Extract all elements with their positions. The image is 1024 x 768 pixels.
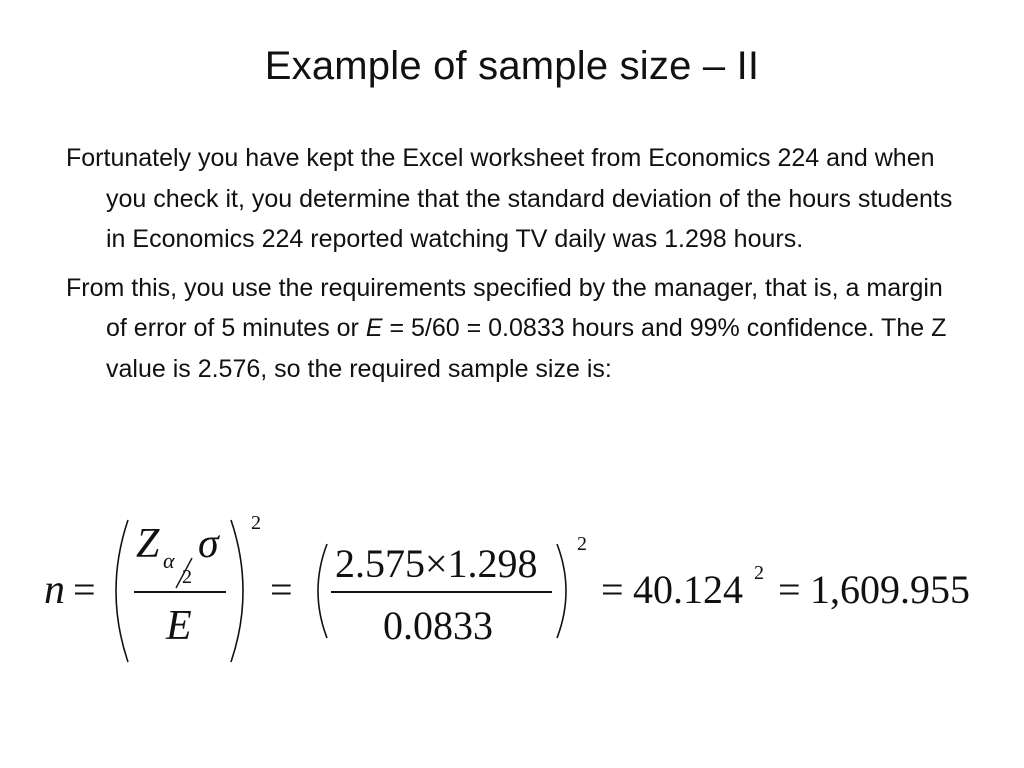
formula-e: E [166, 603, 192, 649]
paragraph-1: Fortunately you have kept the Excel worksheet from Economics 224 and when you check it, you determine that the standard deviation of the hours students in Economics 224 reported watching TV daily was 1.298 hours. [66, 144, 953, 253]
formula-z: Z [136, 521, 160, 567]
formula-fraction-bar-1 [134, 591, 226, 593]
formula-result-2: 1,609.955 [810, 567, 970, 612]
formula-alpha: α [163, 548, 175, 573]
formula-equals-2: = [270, 567, 293, 612]
formula-n: n [44, 567, 65, 613]
formula-exponent-2: 2 [577, 533, 587, 555]
paragraph-2-text-a: From this, you use the requirements specified by the manager, that is, a margin of error of 5 minutes or [66, 273, 943, 342]
formula-denominator: 0.0833 [383, 603, 493, 648]
paragraph-2-variable: E [365, 314, 383, 342]
formula-equals-3: = [601, 567, 624, 612]
formula-fraction-bar-2 [331, 591, 552, 593]
formula-sigma: σ [198, 521, 219, 567]
slide-title: Example of sample size – II [264, 44, 760, 88]
formula-exponent-3: 2 [754, 562, 764, 584]
formula-result-1: 40.124 [633, 567, 743, 612]
formula-equals-4: = [778, 567, 801, 612]
formula-two: 2 [182, 566, 192, 588]
formula-equals-1: = [73, 567, 96, 612]
paragraph-2-text-b: = 5/60 = 0.0833 hours and 99% confidence. The Z value is 2.576, so the required sample size is: [106, 314, 947, 383]
formula-numerator: 2.575×1.298 [335, 541, 538, 586]
formula-exponent-1: 2 [251, 512, 261, 534]
